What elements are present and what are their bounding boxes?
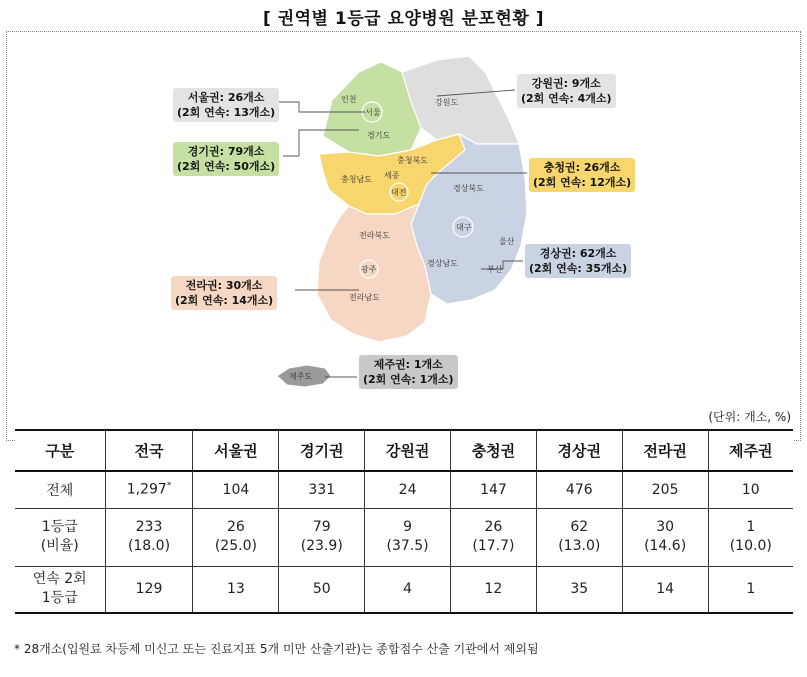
- table-row-grade1: [15, 508, 793, 566]
- cell-grade1-gyeongsang-count: 62: [570, 519, 589, 535]
- cell-grade1-gyeonggi-ratio: (23.9): [300, 538, 343, 554]
- callout-jeju-line2: (2회 연속: 1개소): [363, 373, 454, 386]
- cell-consecutive-jeolla: 14: [622, 566, 708, 613]
- label-jeonnam: 전라남도: [349, 293, 380, 302]
- row-label-grade1-line2: (비율): [40, 538, 79, 554]
- cell-grade1-gyeongsang-ratio: (13.0): [558, 538, 601, 554]
- callout-chungcheong-line1: 충청권: 26개소: [543, 161, 621, 174]
- cell-total-gangwon: 24: [365, 471, 451, 508]
- header-jeju: 제주권: [708, 430, 793, 471]
- cell-total-national: [105, 471, 193, 508]
- cell-total-chungcheong: 147: [451, 471, 537, 508]
- callout-chungcheong: [529, 158, 635, 192]
- label-gyeongbuk: 경상북도: [453, 184, 484, 193]
- cell-grade1-jeolla-count: 30: [656, 519, 675, 535]
- table-header-row: [15, 430, 793, 471]
- callout-gyeonggi-line1: 경기권: 79개소: [187, 145, 265, 158]
- cell-grade1-chungcheong-count: 26: [484, 519, 503, 535]
- cell-total-gyeongsang: 476: [536, 471, 622, 508]
- label-incheon: 인천: [341, 95, 357, 104]
- cell-consecutive-chungcheong: 12: [451, 566, 537, 613]
- row-label-grade1: [15, 508, 105, 566]
- cell-grade1-jeju: [708, 508, 793, 566]
- label-ulsan: 울산: [499, 237, 515, 246]
- cell-grade1-jeolla: [622, 508, 708, 566]
- cell-total-jeju: 10: [708, 471, 793, 508]
- header-gangwon: 강원권: [365, 430, 451, 471]
- callout-gangwon-line1: 강원권: 9개소: [531, 77, 601, 90]
- cell-consecutive-gangwon: 4: [365, 566, 451, 613]
- cell-grade1-gangwon-count: 9: [403, 519, 413, 535]
- callout-jeju-line1: 제주권: 1개소: [373, 358, 443, 371]
- callout-chungcheong-line2: (2회 연속: 12개소): [533, 176, 632, 189]
- row-label-total: 전체: [15, 471, 105, 508]
- cell-grade1-gyeonggi: [279, 508, 365, 566]
- cell-grade1-jeju-ratio: (10.0): [729, 538, 772, 554]
- cell-grade1-national-ratio: (18.0): [127, 538, 171, 554]
- cell-grade1-chungcheong-ratio: (17.7): [472, 538, 515, 554]
- header-category: 구분: [15, 430, 105, 471]
- cell-grade1-national-count: 233: [135, 519, 163, 535]
- label-gyeongnam: 경상남도: [427, 259, 458, 268]
- cell-consecutive-seoul: 13: [193, 566, 279, 613]
- cell-grade1-chungcheong: [451, 508, 537, 566]
- label-gwangju: 광주: [361, 265, 377, 274]
- cell-consecutive-gyeongsang: 35: [536, 566, 622, 613]
- cell-grade1-jeolla-ratio: (14.6): [644, 538, 687, 554]
- header-chungcheong: 충청권: [451, 430, 537, 471]
- label-gyeonggi: 경기도: [367, 131, 391, 140]
- callout-gangwon-line2: (2회 연속: 4개소): [521, 92, 612, 105]
- table-row-consecutive: [15, 566, 793, 613]
- cell-grade1-jeju-count: 1: [746, 519, 756, 535]
- cell-grade1-gyeongsang: [536, 508, 622, 566]
- cell-consecutive-national: 129: [105, 566, 193, 613]
- callout-jeju: [359, 355, 458, 389]
- map-frame: [6, 31, 801, 441]
- callout-jeolla-line1: 전라권: 30개소: [185, 279, 263, 292]
- row-label-consecutive-line1: 연속 2회: [32, 571, 87, 588]
- callout-gyeonggi-line2: (2회 연속: 50개소): [177, 160, 276, 173]
- table-row-total: [15, 471, 793, 508]
- label-busan: 부산: [487, 265, 503, 274]
- cell-grade1-seoul-ratio: (25.0): [214, 538, 257, 554]
- callout-gyeongsang-line2: (2회 연속: 35개소): [529, 262, 628, 275]
- header-gyeongsang: 경상권: [536, 430, 622, 471]
- cell-grade1-seoul-count: 26: [226, 519, 245, 535]
- cell-total-seoul: 104: [193, 471, 279, 508]
- header-gyeonggi: 경기권: [279, 430, 365, 471]
- callout-gyeonggi: [173, 142, 279, 176]
- callout-gangwon: [517, 74, 616, 108]
- row-label-grade1-line1: 1등급: [41, 519, 78, 535]
- regional-stats-table: [15, 429, 793, 614]
- header-national: 전국: [105, 430, 193, 471]
- label-chungnam: 충청남도: [341, 175, 372, 184]
- callout-jeolla-line2: (2회 연속: 14개소): [175, 294, 274, 307]
- cell-total-gyeonggi: 331: [279, 471, 365, 508]
- cell-consecutive-jeju: 1: [708, 566, 793, 613]
- label-jeju: 제주도: [289, 372, 313, 381]
- label-gangwon: 강원도: [435, 98, 459, 107]
- row-label-consecutive: [15, 566, 105, 613]
- cell-grade1-gangwon-ratio: (37.5): [386, 538, 429, 554]
- callout-seoul: [173, 88, 279, 122]
- unit-note: (단위: 개소, %): [708, 410, 791, 424]
- row-label-consecutive-line2: 1등급: [41, 590, 78, 607]
- label-jeonbuk: 전라북도: [359, 231, 390, 240]
- cell-total-national-value: 1,297: [126, 482, 167, 499]
- footnote-mark: *: [166, 481, 172, 492]
- label-daejeon: 대전: [391, 188, 407, 197]
- header-jeolla: 전라권: [622, 430, 708, 471]
- label-daegu: 대구: [456, 223, 472, 232]
- label-seoul: 서울: [365, 108, 381, 117]
- cell-grade1-gyeonggi-count: 79: [312, 519, 331, 535]
- cell-total-jeolla: 205: [622, 471, 708, 508]
- label-chungbuk: 충청북도: [397, 156, 428, 165]
- callout-gyeongsang-line1: 경상권: 62개소: [539, 247, 617, 260]
- page-title: [ 권역별 1등급 요양병원 분포현황 ]: [263, 9, 544, 29]
- callout-seoul-line2: (2회 연속: 13개소): [177, 106, 276, 119]
- callout-gyeongsang: [525, 244, 631, 278]
- cell-consecutive-gyeonggi: 50: [279, 566, 365, 613]
- footnote: * 28개소(입원료 차등제 미신고 또는 진료지표 5개 미만 산출기관)는 종합점수 산출 기관에서 제외됨: [14, 642, 539, 656]
- cell-grade1-gangwon: [365, 508, 451, 566]
- cell-grade1-seoul: [193, 508, 279, 566]
- callout-seoul-line1: 서울권: 26개소: [187, 91, 265, 104]
- header-seoul: 서울권: [193, 430, 279, 471]
- label-sejong: 세종: [384, 171, 400, 180]
- callout-jeolla: [171, 276, 277, 310]
- cell-grade1-national: [105, 508, 193, 566]
